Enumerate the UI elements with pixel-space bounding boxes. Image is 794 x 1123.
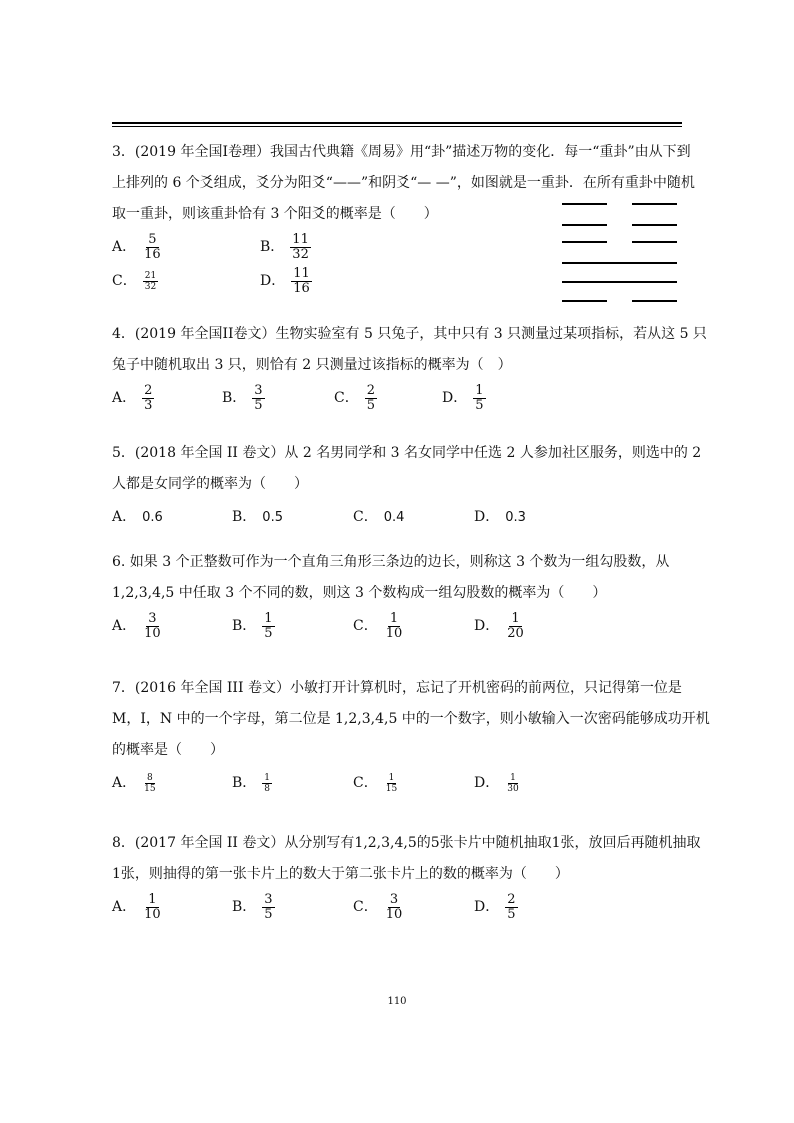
option-c: C． $\frac{1}{15}$ [353,772,398,794]
question-text-line: 兔子中随机取出 3 只，则恰有 2 只测量过该指标的概率为（ ） [112,357,512,373]
question-4 [112,319,707,415]
option-c: C． $\frac{2}{5}$ [334,382,375,413]
option-a: A． 0.6 [112,508,163,525]
option-d: D． $\frac{1}{5}$ [442,382,484,413]
option-c: C． $\frac{3}{10}$ [353,891,403,922]
question-text-line: 4．(2019 年全国II卷文）生物实验室有 5 只兔子，其中只有 3 只测量过某项指标，若从这 5 只 [112,326,707,342]
question-6 [112,547,684,643]
question-text-line: 3．(2019 年全国I卷理）我国古代典籍《周易》用“卦”描述万物的变化．每一“重卦”由从下到 [112,144,691,160]
question-text-line: 1张，则抽得的第一张卡片上的数大于第二张卡片上的数的概率为（ ） [112,866,569,882]
question-text-line: 取一重卦，则该重卦恰有 3 个阳爻的概率是（ ） [112,206,438,222]
header-rule-thin [112,126,682,127]
question-text-line: 1,2,3,4,5 中任取 3 个不同的数，则这 3 个数构成一组勾股数的概率为（ ） [112,585,607,601]
question-text-line: 6. 如果 3 个正整数可作为一个直角三角形三条边的边长，则称这 3 个数为一组勾股数，从 [112,554,670,570]
page-number: 110 [387,996,407,1007]
question-5 [112,438,702,534]
option-a: A． $\frac{8}{15}$ [112,772,156,794]
option-d: D． $\frac{1}{30}$ [474,772,519,794]
option-a: A． $\frac{5}{16}$ [112,231,161,262]
options-row [112,890,684,924]
option-c: C． 0.4 [353,508,405,525]
option-b: B． $\frac{3}{5}$ [222,382,263,413]
option-a: A． $\frac{2}{3}$ [112,382,153,413]
question-text-line: 7．(2016 年全国 III 卷文）小敏打开计算机时，忘记了开机密码的前两位，只记得第一位是 [112,680,682,696]
question-text-line: 上排列的 6 个爻组成，爻分为阳爻“——”和阴爻“— —”，如图就是一重卦．在所有重卦中随机 [112,175,695,191]
question-text-line: 5．(2018 年全国 II 卷文）从 2 名男同学和 3 名女同学中任选 2 人参加社区服务，则选中的 2 [112,445,702,461]
option-b: B． $\frac{1}{8}$ [232,772,271,794]
option-d: D． $\frac{11}{16}$ [260,265,310,296]
option-d: D． $\frac{1}{20}$ [474,610,524,641]
question-text-line: 人都是女同学的概率为（ ） [112,476,308,492]
hexagram-figure [562,198,677,308]
header-rule-thick [112,122,682,124]
options-row [112,500,684,534]
question-7 [112,673,710,800]
question-text-line: 8．(2017 年全国 II 卷文）从分别写有1,2,3,4,5的5张卡片中随机抽取1张，放回后再随机抽取 [112,835,701,851]
option-c: C． $\frac{1}{10}$ [353,610,403,641]
option-d: D． $\frac{2}{5}$ [474,891,516,922]
options-row [112,766,684,800]
options-row [112,381,684,415]
options-row [112,609,684,643]
option-b: B． $\frac{1}{5}$ [232,610,273,641]
question-text-line: M，I，N 中的一个字母，第二位是 1,2,3,4,5 中的一个数字，则小敏输入一次密码能够成功开机 [112,711,710,727]
question-text-line: 的概率是（ ） [112,742,224,758]
option-b: B． 0.5 [232,508,283,525]
question-8 [112,828,701,924]
option-d: D． 0.3 [474,508,526,525]
option-b: B． $\frac{11}{32}$ [260,231,309,262]
option-a: A． $\frac{3}{10}$ [112,610,161,641]
option-a: A． $\frac{1}{10}$ [112,891,161,922]
option-c: C． $\frac{21}{32}$ [112,270,157,292]
option-b: B． $\frac{3}{5}$ [232,891,273,922]
